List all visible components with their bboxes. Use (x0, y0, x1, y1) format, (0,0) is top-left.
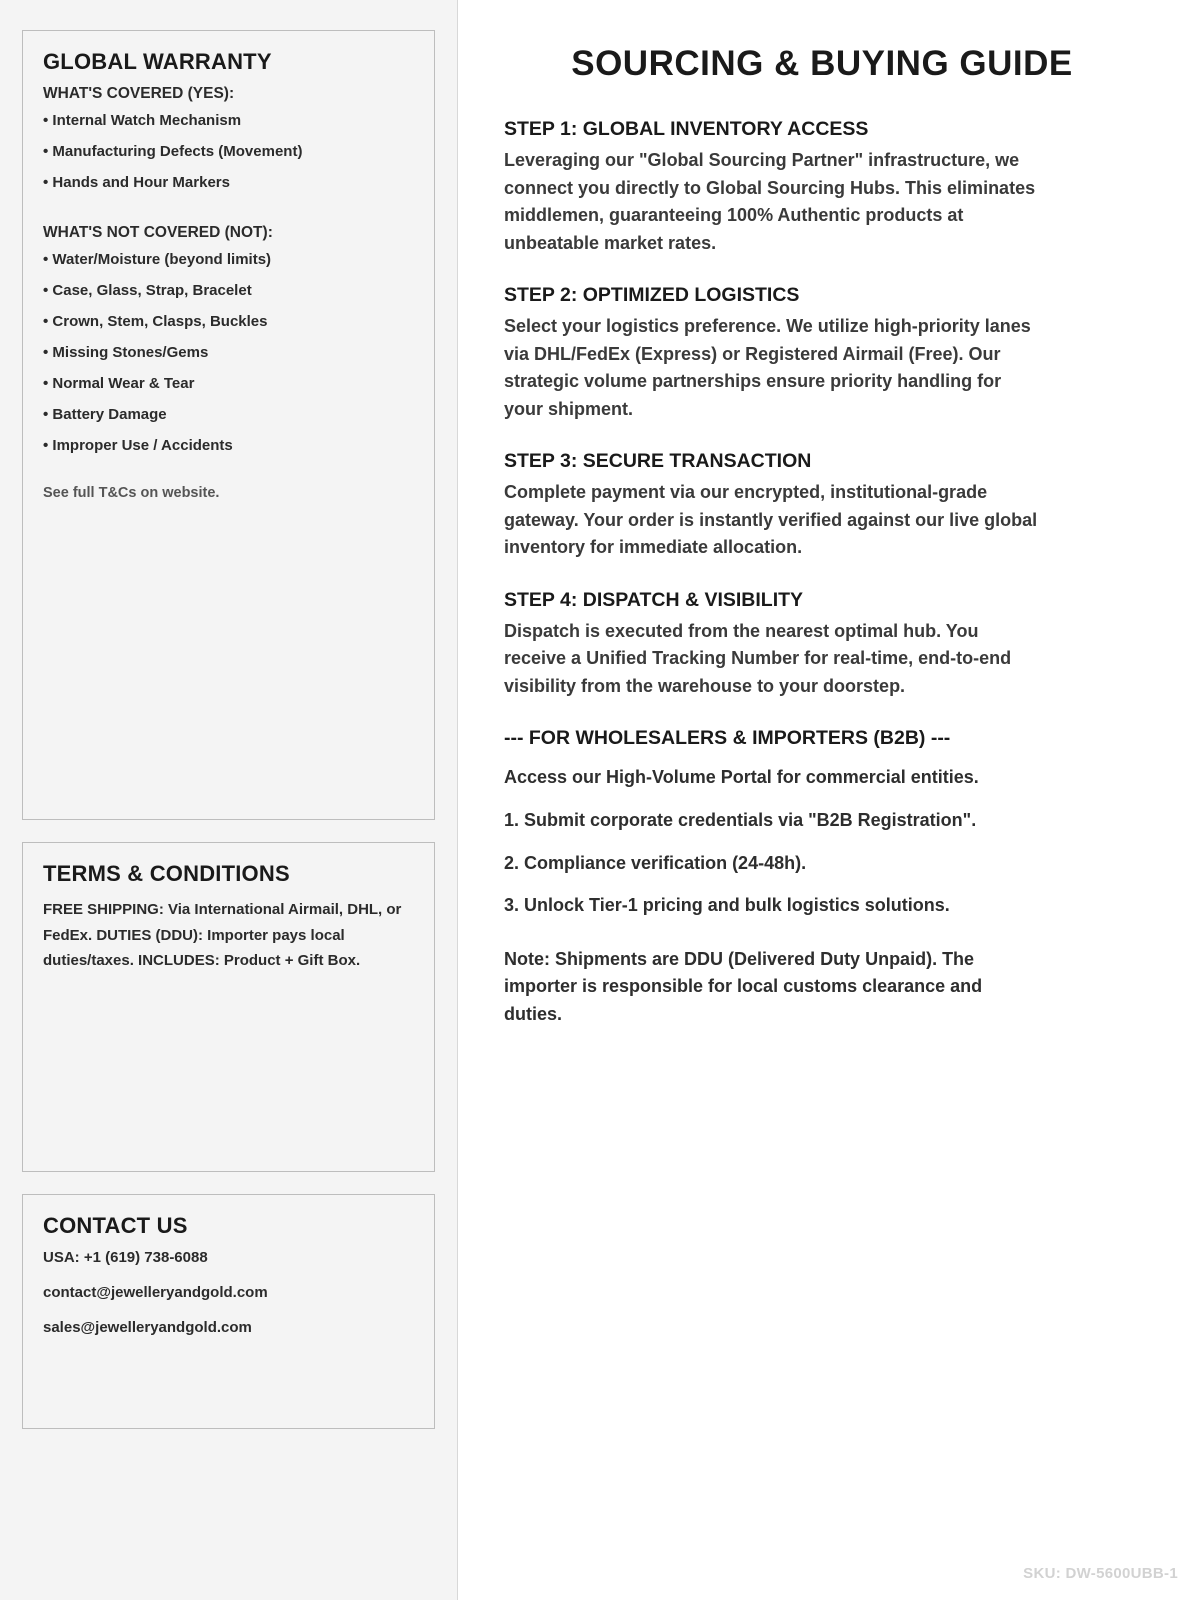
step-2-body: Select your logistics preference. We utilize high-priority lanes via DHL/FedEx (Express) or Registered Airmail (Free). Our strategic volume partnerships ensure priority handling for your shipment. (504, 316, 1031, 419)
step-3-body: Complete payment via our encrypted, institutional-grade gateway. Your order is instantly verified against our live global inventory for immediate allocation. (504, 482, 1038, 558)
contact-panel (22, 1194, 435, 1429)
step-3-title: STEP 3: SECURE TRANSACTION (504, 450, 812, 473)
guide-content (458, 0, 1200, 1600)
terms-panel (22, 842, 435, 1172)
step-1-body: Leveraging our "Global Sourcing Partner" infrastructure, we connect you directly to Global Sourcing Hubs. This eliminates middlemen, guaranteeing 100% Authentic products at unbeatable market rates. (504, 150, 1036, 253)
left-sidebar (0, 0, 458, 1600)
warranty-not-covered-list (43, 251, 414, 455)
b2b-note: Note: Shipments are DDU (Delivered Duty Unpaid). The importer is responsible for local customs clearance and duties. (504, 948, 983, 1024)
list-item: • Internal Watch Mechanism (43, 112, 242, 129)
list-item: • Case, Glass, Strap, Bracelet (43, 282, 252, 299)
terms-body: FREE SHIPPING: Via International Airmail, DHL, or FedEx. DUTIES (DDU): Importer pays local duties/taxes. INCLUDES: Product + Gift Box. (43, 901, 402, 969)
step-4-title: STEP 4: DISPATCH & VISIBILITY (504, 588, 804, 611)
b2b-item-2: 2. Compliance verification (24-48h). (504, 852, 807, 873)
b2b-item-1: 1. Submit corporate credentials via "B2B Registration". (504, 809, 977, 830)
b2b-intro: Access our High-Volume Portal for commercial entities. (504, 767, 979, 788)
warranty-footnote: See full T&Cs on website. (43, 485, 220, 501)
list-item: • Manufacturing Defects (Movement) (43, 143, 303, 160)
warranty-panel (22, 30, 435, 820)
terms-title: TERMS & CONDITIONS (43, 861, 290, 886)
list-item: • Battery Damage (43, 406, 167, 423)
warranty-not-covered-heading: WHAT'S NOT COVERED (NOT): (43, 224, 273, 241)
contact-phone[interactable]: USA: +1 (619) 738-6088 (43, 1249, 208, 1266)
warranty-title: GLOBAL WARRANTY (43, 49, 272, 74)
contact-email-primary[interactable]: contact@jewelleryandgold.com (43, 1284, 268, 1301)
sku-label: SKU: DW-5600UBB-1 (1023, 1565, 1178, 1582)
contact-title: CONTACT US (43, 1213, 188, 1238)
list-item: • Normal Wear & Tear (43, 375, 195, 392)
step-2-title: STEP 2: OPTIMIZED LOGISTICS (504, 284, 800, 307)
warranty-covered-heading: WHAT'S COVERED (YES): (43, 85, 235, 102)
b2b-section-title: --- FOR WHOLESALERS & IMPORTERS (B2B) --- (504, 727, 951, 750)
warranty-covered-list (43, 112, 414, 192)
list-item: • Crown, Stem, Clasps, Buckles (43, 313, 268, 330)
contact-email-sales[interactable]: sales@jewelleryandgold.com (43, 1319, 252, 1336)
list-item: • Improper Use / Accidents (43, 437, 233, 454)
b2b-item-3: 3. Unlock Tier-1 pricing and bulk logistics solutions. (504, 895, 950, 916)
list-item: • Water/Moisture (beyond limits) (43, 251, 272, 268)
step-1-title: STEP 1: GLOBAL INVENTORY ACCESS (504, 118, 869, 140)
list-item: • Missing Stones/Gems (43, 344, 209, 361)
step-4-body: Dispatch is executed from the nearest optimal hub. You receive a Unified Tracking Number for real-time, end-to-end visibility from the warehouse to your doorstep. (504, 620, 1012, 696)
page-title: SOURCING & BUYING GUIDE (571, 44, 1073, 83)
list-item: • Hands and Hour Markers (43, 174, 230, 191)
